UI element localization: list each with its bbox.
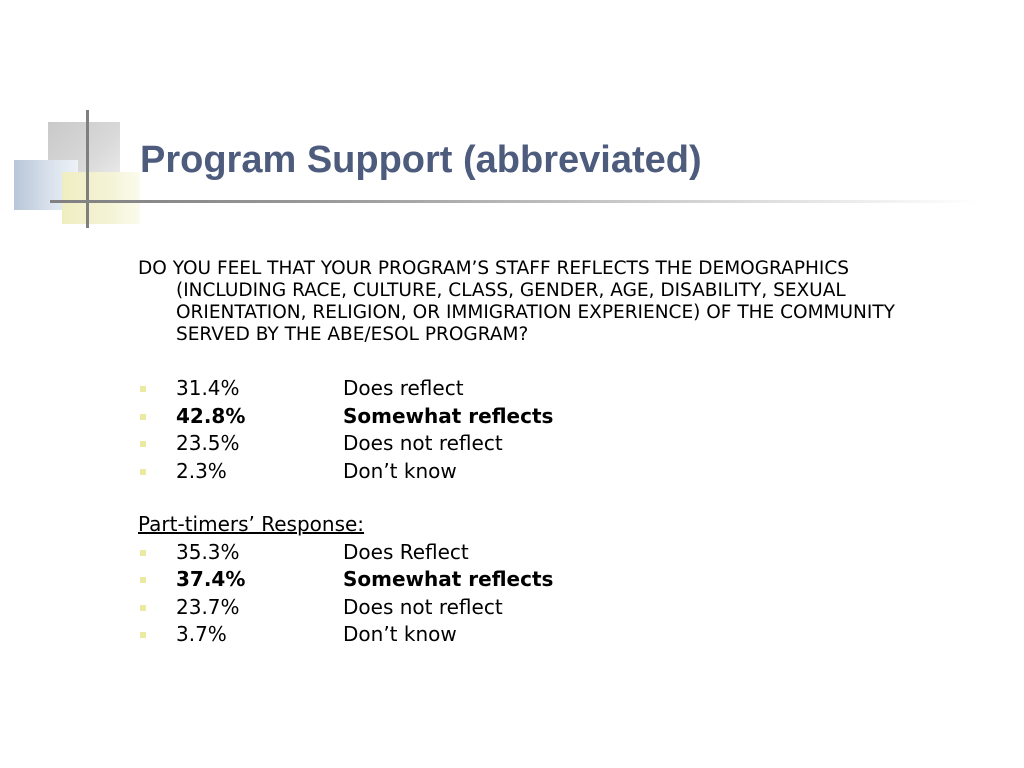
list-item — [138, 375, 958, 403]
list-item — [138, 539, 958, 567]
square-bullet-icon — [140, 414, 146, 420]
response-percent: 35.3% — [176, 539, 240, 564]
square-bullet-icon — [140, 469, 146, 475]
list-item — [138, 621, 958, 649]
response-label: Does Reflect — [343, 539, 469, 564]
square-bullet-icon — [140, 550, 146, 556]
square-bullet-icon — [140, 605, 146, 611]
decorative-vertical-line — [86, 110, 89, 228]
slide-title: Program Support (abbreviated) — [140, 139, 702, 181]
overall-response-list — [138, 375, 958, 485]
response-percent: 37.4% — [176, 567, 246, 591]
response-label: Don’t know — [343, 458, 457, 483]
response-percent: 31.4% — [176, 376, 240, 400]
square-bullet-icon — [140, 386, 146, 392]
response-label: Does not reflect — [343, 431, 503, 455]
list-item — [138, 403, 958, 431]
list-item — [138, 458, 958, 486]
square-bullet-icon — [140, 441, 146, 447]
response-percent: 23.5% — [176, 431, 240, 455]
part-timers-response-list — [138, 539, 958, 649]
response-percent: 42.8% — [176, 403, 246, 428]
response-label: Does reflect — [343, 376, 464, 400]
response-percent: 23.7% — [176, 594, 240, 619]
square-bullet-icon — [140, 632, 146, 638]
list-item — [138, 566, 958, 594]
list-item — [138, 430, 958, 458]
response-label: Don’t know — [343, 622, 457, 646]
decorative-yellow-square — [62, 172, 140, 224]
response-percent: 2.3% — [176, 458, 227, 483]
response-label: Somewhat reflects — [343, 403, 554, 428]
response-label: Does not reflect — [343, 594, 503, 619]
survey-question: DO YOU FEEL THAT YOUR PROGRAM’S STAFF REFLECTS THE DEMOGRAPHICS (INCLUDING RACE, CULTURE, CLASS, GENDER, AGE, DISABILITY, SEXUAL ORIENTATION, RELIGION, OR IMMIGRATION EXPERIENCE) OF THE COMMUNITY SERVED BY THE ABE/ESOL PROGRAM? — [138, 258, 895, 345]
square-bullet-icon — [140, 577, 146, 583]
part-timers-heading: Part-timers’ Response: — [138, 512, 365, 536]
response-percent: 3.7% — [176, 622, 227, 646]
response-label: Somewhat reflects — [343, 567, 554, 591]
list-item — [138, 594, 958, 622]
slide-body — [138, 258, 958, 649]
title-underline-divider — [50, 200, 980, 203]
